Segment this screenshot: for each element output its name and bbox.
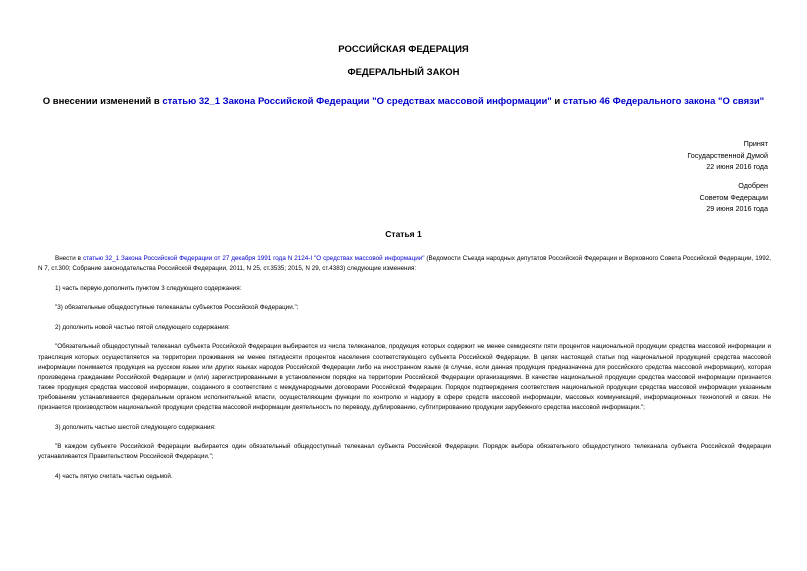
paragraph-item-1-text: "3) обязательные общедоступные телеканалы субъектов Российской Федерации."; [55,304,299,312]
accepted-date: 22 июня 2016 года [706,162,768,171]
paragraph-item-4: 4) часть пятую считать частью седьмой. [55,472,173,480]
country-heading: РОССИЙСКАЯ ФЕДЕРАЦИЯ [338,44,469,55]
approved-body: Советом Федерации [699,192,768,202]
accepted-label: Принят [743,139,768,148]
law-title-connector: и [551,96,563,107]
paragraph-item-3: 3) дополнить частью шестой следующего содержания: [55,423,216,431]
approved-label: Одобрен [738,181,768,190]
law-title-link-article-32-1[interactable]: статью 32_1 Закона Российской Федерации "О средствах массовой информации" [162,96,552,107]
paragraph-item-1: 1) часть первую дополнить пунктом 3 следующего содержания: [55,284,242,292]
paragraph-intro [38,254,771,274]
paragraph-item-2-text: "Обязательный общедоступный телеканал субъекта Российской Федерации выбирается из числа телеканалов, продукция которых содержит не менее семидесяти пяти процентов национальной продукции средства массовой информации и трансляция которых осуществляется на территории проживания не менее пятидесяти процентов населения соответствующего субъекта Российской Федерации. В целях настоящей статьи под национальной продукцией средства массовой информации понимается продукция на русском языке или других языках народов Российской Федерации либо на иностранном языке (в случае, если данная продукция предназначена для российского средства массовой информации), которая произведена гражданами Российской Федерации и (или) зарегистрированными в установленном порядке на территории Российской Федерации организациями. В качестве национальной продукции средства массовой информации признается также продукция средства массовой информации, созданного в соответствии с международными договорами Российской Федерации. Порядок подтверждения соответствия национальной продукции средства массовой информации указанным требованиям устанавливается федеральным органом исполнительной власти, осуществляющим функции по контролю и надзору в сфере средств массовой информации, массовых коммуникаций, информационных технологий и связи. Не признается производством национальной продукции средства массовой информации деятельность по переводу, дублированию, субтитрированию продукции зарубежного средства массовой информации."; [38,343,771,412]
law-title-prefix: О внесении изменений в [42,96,163,107]
law-title [0,96,807,107]
law-type-heading: ФЕДЕРАЛЬНЫЙ ЗАКОН [347,67,460,78]
law-reference-link[interactable]: статью 32_1 Закона Российской Федерации от 27 декабря 1991 года N 2124-I "О средствах массовой информации" [82,255,425,262]
paragraph-item-2: 2) дополнить новой частью пятой следующего содержания: [55,323,230,331]
paragraph-intro-prefix: Внести в [55,255,83,262]
accepted-block [687,138,768,173]
accepted-body: Государственной Думой [687,150,768,160]
article-body [38,254,771,492]
law-title-link-article-46[interactable]: статью 46 Федерального закона "О связи" [562,96,765,107]
approved-date: 29 июня 2016 года [706,204,768,213]
approved-block [700,180,768,215]
paragraph-intro-suffix: (Ведомости Съезда народных депутатов Российской Федерации и Верховного Совета Российской Федерации, 1992, N 7, ст.300; Собрание законодательства Российской Федерации, 2011, N 25, ст.3535; 2015, N 29, ст.4383) следующие изменения: [38,255,771,273]
paragraph-item-3-text: "В каждом субъекте Российской Федерации выбирается один обязательный общедоступный телеканал субъекта Российской Федерации. Порядок выбора обязательного общедоступного телеканала субъекта Российской Федерации устанавливается Правительством Российской Федерации."; [38,443,771,461]
article-title: Статья 1 [385,229,422,239]
